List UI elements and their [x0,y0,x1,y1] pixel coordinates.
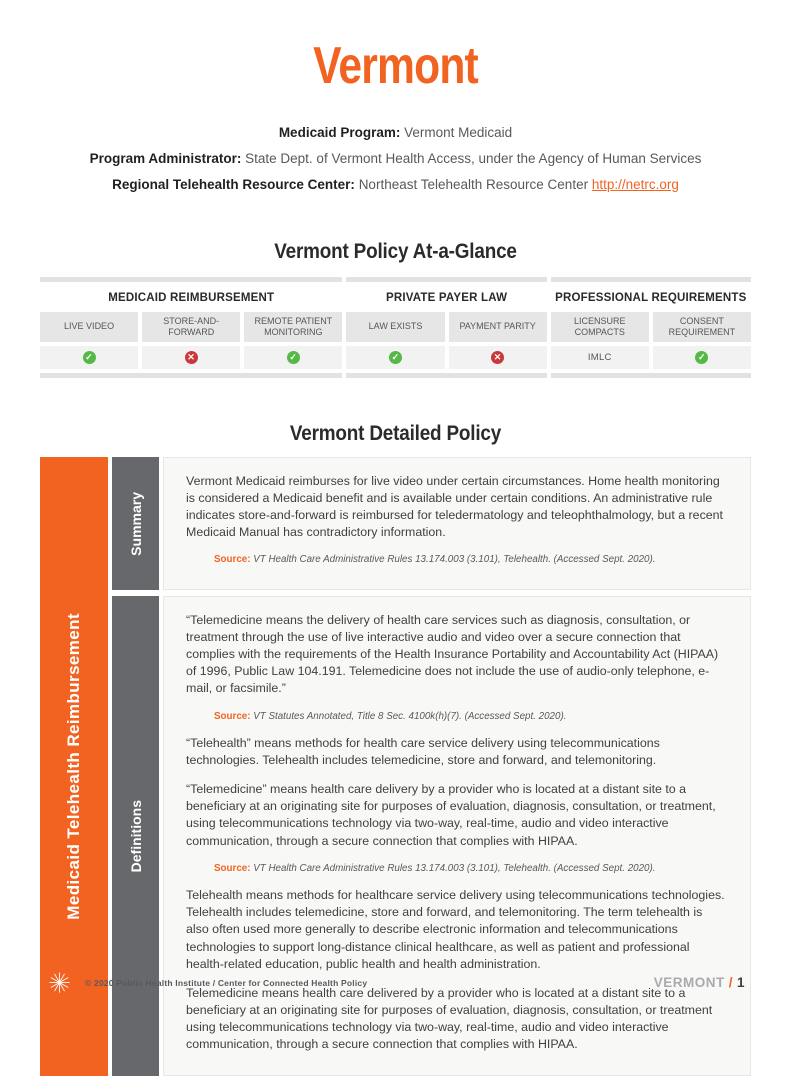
summary-paragraph: Vermont Medicaid reimburses for live video under certain circumstances. Home health monitoring is considered a Medicaid benefit and is available under certain conditions. An administrative rule indicates store-and-forward is reimbursed for teledermatology and teleophthalmology, but a recent Medicaid Manual has contradictory information. [186,474,723,540]
detailed-policy-title: Vermont Detailed Policy [289,422,502,445]
glance-subheader-cell: LICENSURE COMPACTS [551,312,649,342]
footer-page-number: 1 [736,975,745,990]
table-strip [40,373,342,378]
glance-value-cell [142,346,240,369]
glance-value-cell [653,346,751,369]
table-strip [346,373,546,378]
tab-definitions [112,596,159,1076]
medicaid-program-line [40,120,751,146]
summary-row [112,457,751,590]
source-text: VT Health Care Administrative Rules 13.174.003 (3.101), Telehealth. (Accessed Sept. 2020). [253,862,656,874]
glance-subheader-cell: REMOTE PATIENT MONITORING [244,312,342,342]
glance-title: Vermont Policy At-a-Glance [274,240,517,263]
glance-value-cell [244,346,342,369]
program-administrator-label: Program Administrator: [89,151,242,166]
check-icon: ✓ [83,351,96,364]
page-footer [48,971,745,994]
tab-summary [112,457,159,590]
definition-paragraph: “Telemedicine means the delivery of health care services such as diagnosis, consultation, or treatment through the use of live interactive audio and video over a secure connection that complies with the requirements of the Health Insurance Portability and Accountability Act (HIPAA) of 1996, Public Law 104.191. Telemedicine does not include the use of audio-only telephone, e-mail, or facsimile.” [186,612,719,696]
check-icon: ✓ [287,351,300,364]
glance-value-cell: IMLC [551,346,649,369]
source-citation [214,710,728,724]
definition-paragraph: Telehealth means methods for healthcare service delivery using telecommunications technologies. Telehealth includes telemedicine, store and forward, and telemonitoring. The term telehealth is also often used more generally to describe electronic information and telecommunications technologies to support long-distance clinical healthcare, as well as patient and professional health-related education, public health and health administration. [186,888,725,971]
table-strip [346,277,546,282]
x-icon: ✕ [185,351,198,364]
glance-subheader-cell: CONSENT REQUIREMENT [653,312,751,342]
glance-subheader-cell: LIVE VIDEO [40,312,138,342]
header-meta [40,120,751,198]
definitions-row [112,596,751,1076]
copyright-text: © 2020 Public Health Institute / Center for Connected Health Policy [85,977,368,988]
footer-separator: / [728,975,733,990]
medicaid-program-value: Vermont Medicaid [404,125,513,140]
resource-center-label: Regional Telehealth Resource Center: [112,177,355,192]
check-icon: ✓ [389,351,402,364]
definition-paragraph: “Telemedicine” means health care delivery by a provider who is located at a distant site to a beneficiary at an originating site for purposes of evaluation, diagnosis, consultation, or treatment, using telecommunications technology via two-way, real-time, audio and video interactive communication, through a secure connection that complies with HIPAA. [186,782,716,848]
cchp-sunburst-logo [48,971,71,994]
group-header-private-payer-law: PRIVATE PAYER LAW [346,286,546,308]
source-label: Source: [214,862,251,874]
group-header-medicaid-reimbursement: MEDICAID REIMBURSEMENT [40,286,342,308]
source-label: Source: [214,710,251,722]
footer-state-label: VERMONT [653,975,725,990]
glance-value-cell [40,346,138,369]
program-administrator-value: State Dept. of Vermont Health Access, under the Agency of Human Services [245,151,702,166]
resource-center-value: Northeast Telehealth Resource Center [358,177,589,192]
definition-paragraph: “Telehealth” means methods for health care service delivery using telecommunications technologies. Telehealth includes telemedicine, store and forward, and telemonitoring. [186,736,660,768]
table-strip [551,277,751,282]
glance-value-cell [346,346,444,369]
page-number [654,975,745,990]
group-header-professional-requirements: PROFESSIONAL REQUIREMENTS [551,286,751,308]
check-icon: ✓ [695,351,708,364]
table-strip [551,373,751,378]
definition-paragraph: Telemedicine means health care delivered by a provider who is located at a distant site to a beneficiary at an originating site for purposes of evaluation, diagnosis, consultation, or treatment using telecommunications technology via two-way, real-time, audio and video interactive communication, through a secure connection that complies with HIPAA. [186,985,713,1052]
glance-subheader-cell: PAYMENT PARITY [449,312,547,342]
definitions-panel [163,596,751,1076]
glance-subheader-cell: LAW EXISTS [346,312,444,342]
page-title: Vermont [313,37,478,95]
source-text: VT Statutes Annotated, Title 8 Sec. 4100k(h)(7). (Accessed Sept. 2020). [253,710,567,722]
table-strip [40,277,342,282]
glance-subheader-cell: STORE-AND-FORWARD [142,312,240,342]
source-text: VT Health Care Administrative Rules 13.174.003 (3.101), Telehealth. (Accessed Sept. 2020). [253,554,656,566]
source-citation [214,553,728,567]
program-administrator-line [40,146,751,172]
netrc-link[interactable]: http://netrc.org [591,177,679,192]
x-icon: ✕ [491,351,504,364]
resource-center-line [40,172,751,198]
section-bar-label: Medicaid Telehealth Reimbursement [64,613,83,920]
glance-value-cell [449,346,547,369]
medicaid-program-label: Medicaid Program: [278,125,401,140]
summary-panel [163,457,751,590]
tab-definitions-label: Definitions [127,799,144,873]
tab-summary-label: Summary [127,491,144,556]
source-citation [214,862,728,876]
policy-glance-table [40,277,751,378]
source-label: Source: [214,554,251,566]
